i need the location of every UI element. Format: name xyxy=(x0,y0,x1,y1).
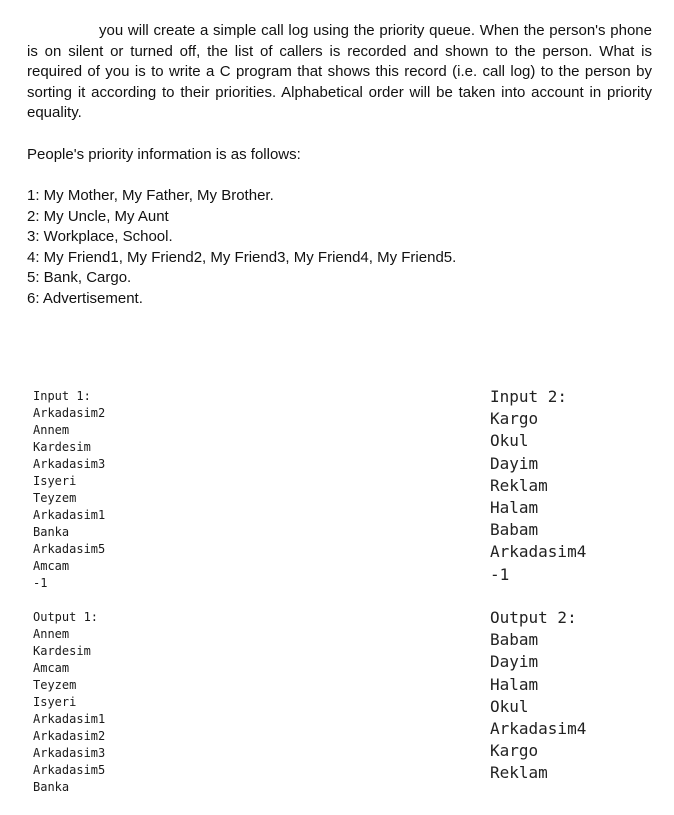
output-2-line: Reklam xyxy=(490,763,548,783)
input-2-label: Input 2: xyxy=(490,387,568,406)
output-1-line: Kardesim xyxy=(33,644,91,658)
output-1-block xyxy=(33,609,105,796)
priority-item: 3: Workplace, School. xyxy=(27,228,173,245)
input-1-line: Annem xyxy=(33,423,70,437)
intro-paragraph: you will create a simple call log using the priority queue. When the person's phone is on silent or turned off, the list of callers is recorded and shown to the person. What is required of you is to write a C program that shows this record (i.e. call log) to the person by sorting it according to their priorities. Alphabetical order will be taken into account in priority equality. xyxy=(27,22,652,121)
output-2-line: Halam xyxy=(490,674,539,694)
priority-item: 6: Advertisement. xyxy=(27,289,143,307)
output-2-line: Arkadasim4 xyxy=(490,719,587,739)
output-1-line: Arkadasim1 xyxy=(33,712,106,726)
input-2-line: Halam xyxy=(490,498,539,518)
output-2-label: Output 2: xyxy=(490,608,577,627)
output-2-line: Babam xyxy=(490,630,539,650)
output-2-line: Kargo xyxy=(490,741,539,761)
input-2-line: Babam xyxy=(490,520,539,540)
input-1-line: Arkadasim2 xyxy=(33,406,106,420)
input-1-line: Arkadasim5 xyxy=(33,542,106,556)
priority-item: 4: My Friend1, My Friend2, My Friend3, My Friend4, My Friend5. xyxy=(27,248,457,266)
priority-heading: People's priority information is as follows: xyxy=(27,146,301,163)
output-2-line: Dayim xyxy=(490,652,539,672)
input-1-line: -1 xyxy=(33,576,48,590)
input-1-line: Arkadasim3 xyxy=(33,457,106,471)
output-1-line: Arkadasim3 xyxy=(33,746,106,760)
input-2-block xyxy=(490,386,586,586)
input-1-label: Input 1: xyxy=(33,389,91,403)
input-2-line: Arkadasim4 xyxy=(490,542,587,562)
priority-item: 2: My Uncle, My Aunt xyxy=(27,207,169,225)
input-1-line: Banka xyxy=(33,525,70,539)
output-1-label: Output 1: xyxy=(33,610,99,624)
input-2-line: Okul xyxy=(490,431,529,451)
output-1-line: Isyeri xyxy=(33,695,77,709)
input-2-line: Dayim xyxy=(490,453,539,473)
output-1-line: Teyzem xyxy=(33,678,77,692)
input-1-line: Amcam xyxy=(33,559,70,573)
input-1-line: Arkadasim1 xyxy=(33,508,106,522)
input-2-line: -1 xyxy=(490,564,510,584)
priority-item: 5: Bank, Cargo. xyxy=(27,269,132,286)
priority-item: 1: My Mother, My Father, My Brother. xyxy=(27,187,274,204)
output-1-line: Arkadasim5 xyxy=(33,763,106,777)
input-1-block xyxy=(33,388,105,592)
output-1-line: Amcam xyxy=(33,661,70,675)
output-2-block xyxy=(490,607,586,785)
output-1-line: Annem xyxy=(33,627,70,641)
input-2-line: Reklam xyxy=(490,475,548,495)
output-1-line: Arkadasim2 xyxy=(33,729,106,743)
output-1-line: Banka xyxy=(33,780,70,794)
output-2-line: Okul xyxy=(490,696,529,716)
input-1-line: Kardesim xyxy=(33,440,91,454)
priority-list xyxy=(27,186,652,309)
input-1-line: Teyzem xyxy=(33,491,77,505)
input-2-line: Kargo xyxy=(490,409,539,429)
input-1-line: Isyeri xyxy=(33,474,77,488)
